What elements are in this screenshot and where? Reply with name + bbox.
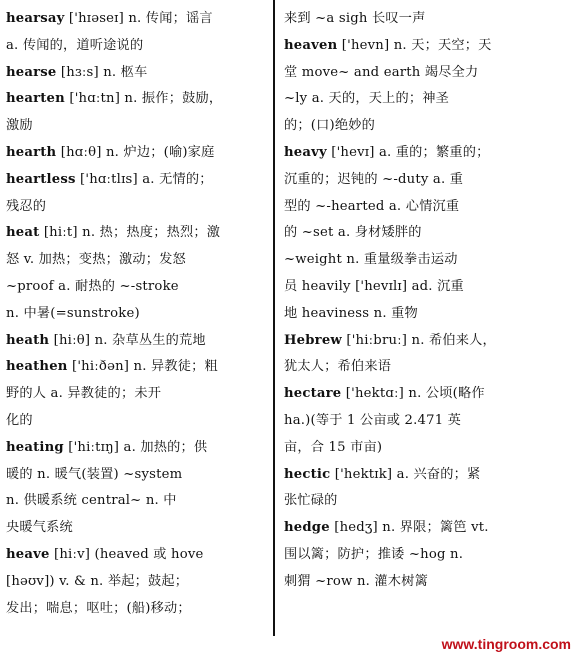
dictionary-line bbox=[6, 60, 268, 87]
dictionary-line bbox=[6, 542, 268, 569]
dictionary-line bbox=[284, 542, 576, 569]
definition-text: n. 中暑(=sunstroke) bbox=[6, 305, 140, 321]
definition-text: 的 ~set a. 身材矮胖的 bbox=[284, 225, 422, 241]
watermark-text: www.tingroom.com bbox=[441, 636, 571, 652]
definition-text: ['hektɪk] a. 兴奋的；紧 bbox=[334, 466, 481, 482]
dictionary-line bbox=[284, 328, 576, 355]
dictionary-line bbox=[6, 596, 268, 623]
headword: heating bbox=[6, 439, 64, 455]
headword: hectare bbox=[284, 386, 342, 402]
headword: hearth bbox=[6, 144, 57, 160]
dictionary-line bbox=[284, 488, 576, 515]
definition-text: 沉重的；迟钝的 ~-duty a. 重 bbox=[284, 171, 464, 187]
definition-text: 地 heaviness n. 重物 bbox=[284, 305, 418, 321]
dictionary-line bbox=[6, 328, 268, 355]
definition-text: 堂 move~ and earth 竭尽全力 bbox=[284, 64, 479, 80]
headword: heathen bbox=[6, 359, 68, 375]
definition-text: 的；(口)绝妙的 bbox=[284, 118, 376, 134]
headword: heath bbox=[6, 332, 50, 348]
definition-text: ['hevɪ] a. 重的；繁重的； bbox=[331, 144, 490, 160]
dictionary-line bbox=[6, 220, 268, 247]
dictionary-line bbox=[6, 408, 268, 435]
headword: heartless bbox=[6, 171, 76, 187]
dictionary-line bbox=[284, 86, 576, 113]
dictionary-line bbox=[6, 140, 268, 167]
definition-text: 型的 ~-hearted a. 心情沉重 bbox=[284, 198, 460, 214]
dictionary-line bbox=[284, 247, 576, 274]
dictionary-line bbox=[284, 140, 576, 167]
headword: hearse bbox=[6, 64, 57, 80]
dictionary-line bbox=[6, 301, 268, 328]
definition-text: ['hiːbruː] n. 希伯来人， bbox=[346, 332, 496, 348]
definition-text: [hiːt] n. 热；热度；热烈；激 bbox=[43, 225, 221, 241]
definition-text: 张忙碌的 bbox=[284, 493, 338, 509]
definition-text: [hiːθ] n. 杂草丛生的荒地 bbox=[53, 332, 206, 348]
dictionary-line bbox=[6, 569, 268, 596]
dictionary-line bbox=[6, 113, 268, 140]
definition-text: ['hɑːtn] n. 振作；鼓励， bbox=[69, 91, 223, 107]
headword: hedge bbox=[284, 520, 330, 536]
headword: Hebrew bbox=[284, 332, 342, 348]
definition-text: ~weight n. 重量级拳击运动 bbox=[284, 252, 458, 268]
definition-text: 刺猬 ~row n. 灌木树篱 bbox=[284, 573, 428, 589]
dictionary-line bbox=[6, 515, 268, 542]
definition-text: ~proof a. 耐热的 ~-stroke bbox=[6, 278, 179, 294]
definition-text: [hiːv] (heaved 或 hove bbox=[53, 546, 204, 562]
definition-text: [həʊv]) v. & n. 举起；鼓起； bbox=[6, 573, 189, 589]
dictionary-line bbox=[284, 6, 576, 33]
dictionary-line bbox=[284, 220, 576, 247]
definition-text: [hɜːs] n. 柩车 bbox=[60, 64, 148, 80]
dictionary-line bbox=[284, 569, 576, 596]
headword: heavy bbox=[284, 144, 327, 160]
dictionary-line bbox=[284, 354, 576, 381]
dictionary-line bbox=[6, 247, 268, 274]
definition-text: ['hiːðən] n. 异教徒；粗 bbox=[72, 359, 218, 375]
dictionary-line bbox=[6, 381, 268, 408]
definition-text: ~ly a. 天的，天上的；神圣 bbox=[284, 91, 450, 107]
definition-text: [hedʒ] n. 界限；篱笆 vt. bbox=[334, 520, 489, 536]
dictionary-line bbox=[6, 462, 268, 489]
headword: hearsay bbox=[6, 11, 65, 26]
definition-text: 怒 v. 加热；变热；激动；发怒 bbox=[6, 252, 186, 268]
dictionary-line bbox=[6, 33, 268, 60]
definition-text: ['hevn] n. 天；天空；天 bbox=[341, 37, 492, 53]
definition-text: 化的 bbox=[6, 412, 33, 428]
dictionary-line bbox=[284, 408, 576, 435]
headword: hectic bbox=[284, 466, 331, 482]
dictionary-line bbox=[284, 33, 576, 60]
definition-text: ['hektɑː] n. 公顷(略作 bbox=[345, 386, 485, 402]
left-column bbox=[6, 6, 268, 622]
definition-text: ha.)(等于 1 公亩或 2.471 英 bbox=[284, 412, 462, 428]
headword: hearten bbox=[6, 91, 65, 107]
definition-text: 野的人 a. 异教徒的；未开 bbox=[6, 386, 162, 402]
definition-text: ['hiːtɪŋ] a. 加热的；供 bbox=[68, 439, 208, 455]
dictionary-line bbox=[6, 194, 268, 221]
dictionary-line bbox=[6, 86, 268, 113]
dictionary-line bbox=[284, 194, 576, 221]
dictionary-line bbox=[284, 113, 576, 140]
headword: heave bbox=[6, 546, 50, 562]
definition-text: 残忍的 bbox=[6, 198, 47, 214]
headword: heat bbox=[6, 225, 40, 241]
definition-text: 亩，合 15 市亩) bbox=[284, 439, 383, 455]
dictionary-line bbox=[6, 435, 268, 462]
dictionary-line bbox=[6, 6, 268, 33]
dictionary-line bbox=[6, 488, 268, 515]
definition-text: 犹太人；希伯来语 bbox=[284, 359, 392, 375]
dictionary-line bbox=[284, 515, 576, 542]
dictionary-line bbox=[6, 274, 268, 301]
dictionary-line bbox=[6, 354, 268, 381]
definition-text: 激励 bbox=[6, 118, 33, 134]
dictionary-line bbox=[284, 381, 576, 408]
headword: heaven bbox=[284, 37, 338, 53]
definition-text: [hɑːθ] n. 炉边；(喻)家庭 bbox=[60, 144, 215, 160]
definition-text: 来到 ~a sigh 长叹一声 bbox=[284, 11, 426, 26]
dictionary-line bbox=[284, 462, 576, 489]
definition-text: 发出；喘息；呕吐；(船)移动； bbox=[6, 600, 191, 616]
dictionary-line bbox=[284, 435, 576, 462]
definition-text: ['hɑːtlɪs] a. 无情的； bbox=[80, 171, 213, 187]
definition-text: 暖的 n. 暖气(装置) ~system bbox=[6, 466, 183, 482]
definition-text: 员 heavily ['hevɪlɪ] ad. 沉重 bbox=[284, 278, 464, 294]
dictionary-line bbox=[6, 167, 268, 194]
definition-text: n. 供暖系统 central~ n. 中 bbox=[6, 493, 177, 509]
definition-text: ['hɪəseɪ] n. 传闻；谣言 bbox=[68, 11, 213, 26]
dictionary-line bbox=[284, 167, 576, 194]
dictionary-line bbox=[284, 301, 576, 328]
dictionary-line bbox=[284, 60, 576, 87]
right-column bbox=[284, 6, 576, 596]
definition-text: 央暖气系统 bbox=[6, 520, 73, 536]
definition-text: 围以篱；防护；推诿 ~hog n. bbox=[284, 546, 464, 562]
dictionary-line bbox=[284, 274, 576, 301]
definition-text: a. 传闻的，道听途说的 bbox=[6, 37, 144, 53]
column-divider bbox=[273, 0, 275, 636]
